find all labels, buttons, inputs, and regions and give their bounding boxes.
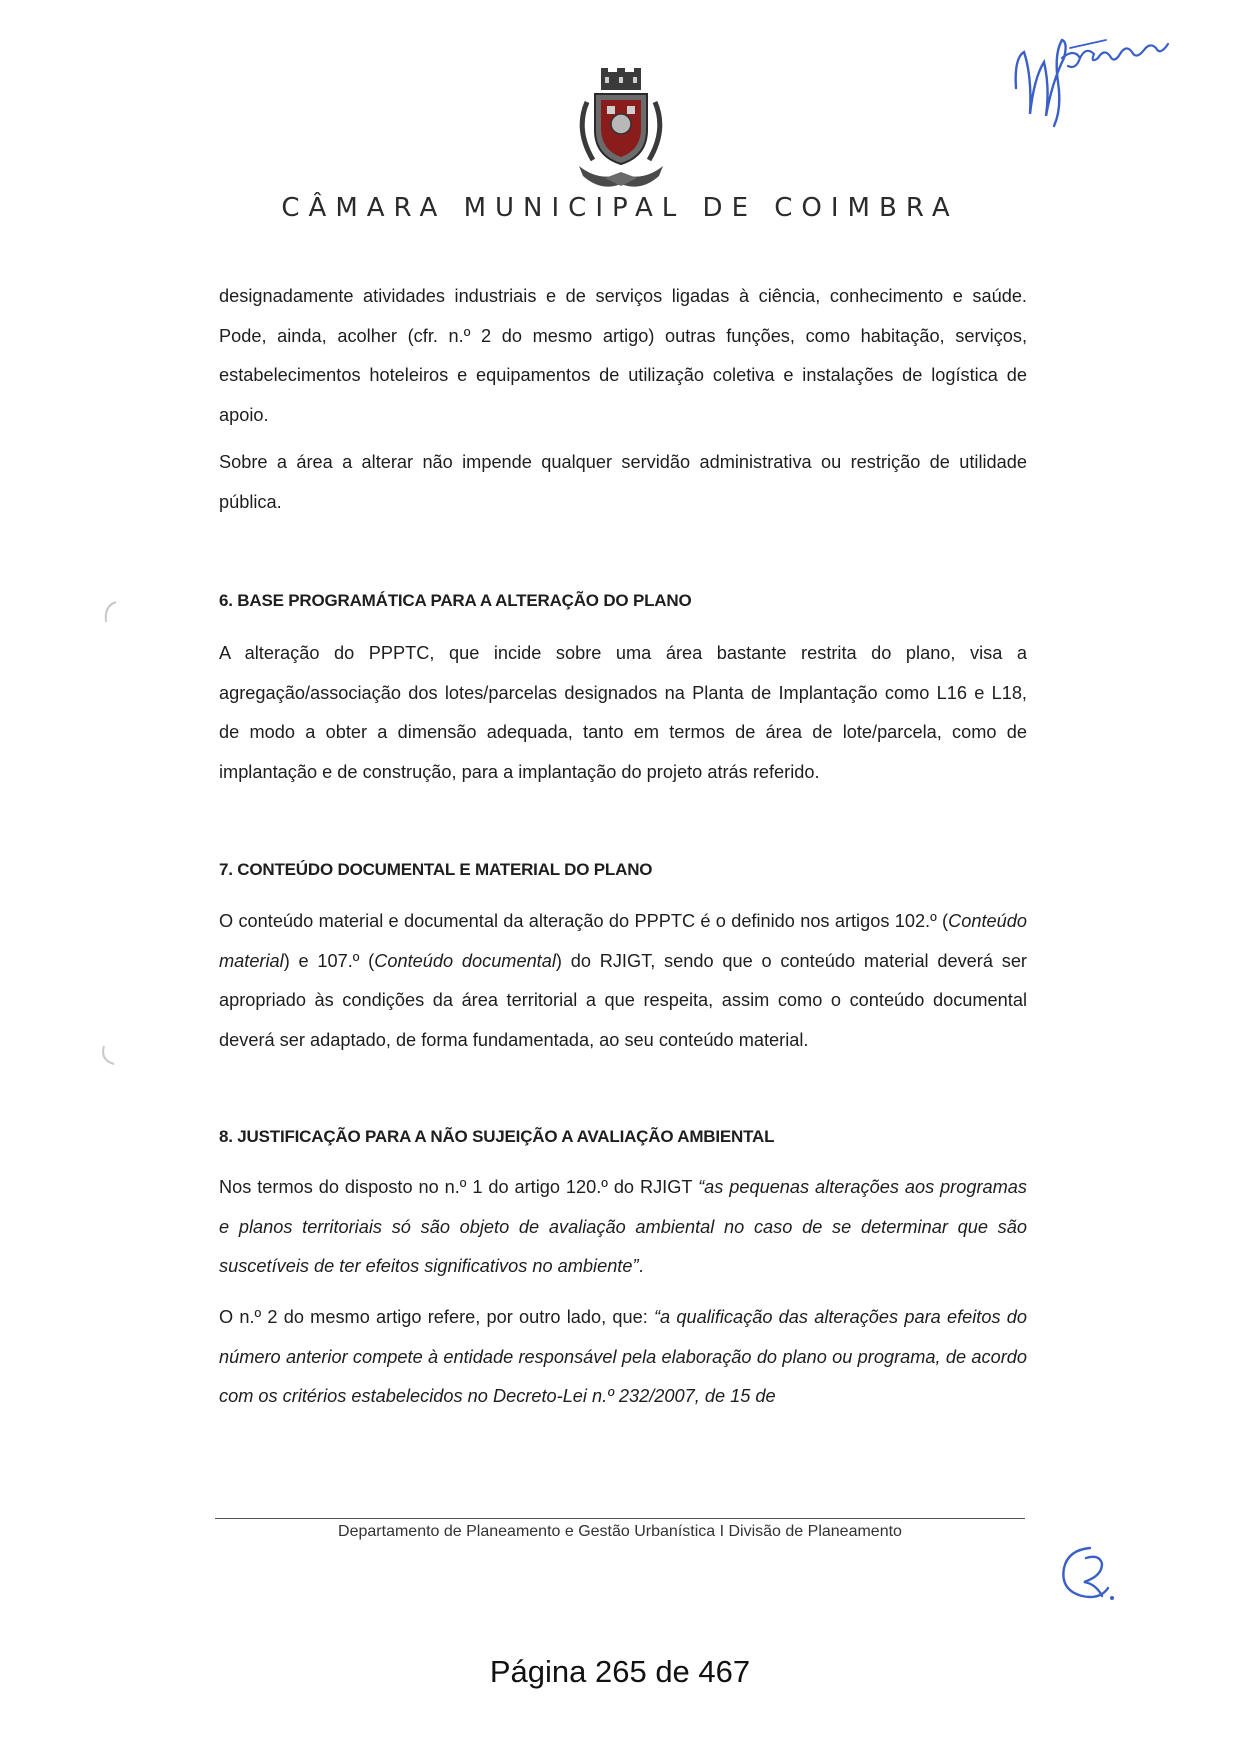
text-run: O conteúdo material e documental da alteração do PPPTC é o definido nos artigos 102.º ( (219, 911, 949, 931)
italic-text-run: Conteúdo documental (374, 950, 556, 971)
footer-divider (215, 1518, 1025, 1519)
paragraph (219, 1298, 1027, 1417)
handwritten-signature-icon (1010, 18, 1175, 133)
initials-signature-icon (1050, 1538, 1120, 1608)
page-number: Página 265 de 467 (489, 1654, 751, 1689)
paragraph (219, 277, 1027, 435)
paragraph (219, 1168, 1027, 1287)
paragraph (219, 902, 1027, 1060)
italic-text-run: Conteúdo material (219, 911, 1027, 971)
section-heading-6: 6. BASE PROGRAMÁTICA PARA A ALTERAÇÃO DO PLANO (219, 591, 692, 610)
paragraph (219, 443, 1027, 522)
paragraph-text (219, 1168, 1027, 1287)
organization-title: CÂMARA MUNICIPAL DE COIMBRA (281, 193, 959, 223)
text-run: O n.º 2 do mesmo artigo refere, por outro lado, que: (219, 1307, 654, 1327)
text-run: ) e 107.º ( (283, 950, 375, 971)
paragraph-text: Sobre a área a alterar não impende qualquer servidão administrativa ou restrição de utilidade pública. (219, 452, 1027, 512)
text-run: ) do RJIGT, sendo que o conteúdo material deverá ser apropriado às condições da área territorial a que respeita, assim como o conteúdo documental deverá ser adaptado, de forma fundamentada, ao seu conteúdo material. (219, 950, 1027, 1050)
scan-mark-icon (96, 1040, 126, 1070)
italic-quote: “as pequenas alterações aos programas e planos territoriais só são objeto de avaliação ambiental no caso de se determinar que são suscetíveis de ter efeitos significativos no ambiente” (219, 1177, 1027, 1276)
paragraph-text (219, 902, 1027, 1060)
coat-of-arms-icon (565, 68, 677, 196)
section-heading-8: 8. JUSTIFICAÇÃO PARA A NÃO SUJEIÇÃO A AVALIAÇÃO AMBIENTAL (219, 1127, 775, 1146)
footer-department: Departamento de Planeamento e Gestão Urbanística I Divisão de Planeamento (338, 1523, 902, 1540)
paragraph-text (219, 1298, 1027, 1417)
paragraph (219, 634, 1027, 792)
text-run: Nos termos do disposto no n.º 1 do artigo 120.º do RJIGT (219, 1177, 699, 1197)
paragraph-text: A alteração do PPPTC, que incide sobre uma área bastante restrita do plano, visa a agregação/associação dos lotes/parcelas designados na Planta de Implantação como L16 e L18, de modo a obter a dimensão adequada, tanto em termos de área de lote/parcela, como de implantação e de construção, para a implantação do projeto atrás referido. (219, 643, 1027, 782)
scan-mark-icon (98, 598, 128, 628)
paragraph-text: designadamente atividades industriais e de serviços ligadas à ciência, conhecimento e saúde. Pode, ainda, acolher (cfr. n.º 2 do mesmo artigo) outras funções, como habitação, serviços, estabelecimentos hoteleiros e equipamentos de utilização coletiva e instalações de logística de apoio. (219, 286, 1027, 425)
text-run: . (638, 1256, 644, 1276)
section-heading-7: 7. CONTEÚDO DOCUMENTAL E MATERIAL DO PLANO (219, 860, 653, 879)
italic-quote: “a qualificação das alterações para efeitos do número anterior compete à entidade responsável pela elaboração do plano ou programa, de acordo com os critérios estabelecidos no Decreto-Lei n.º 232/2007, de 15 de (219, 1307, 1028, 1406)
